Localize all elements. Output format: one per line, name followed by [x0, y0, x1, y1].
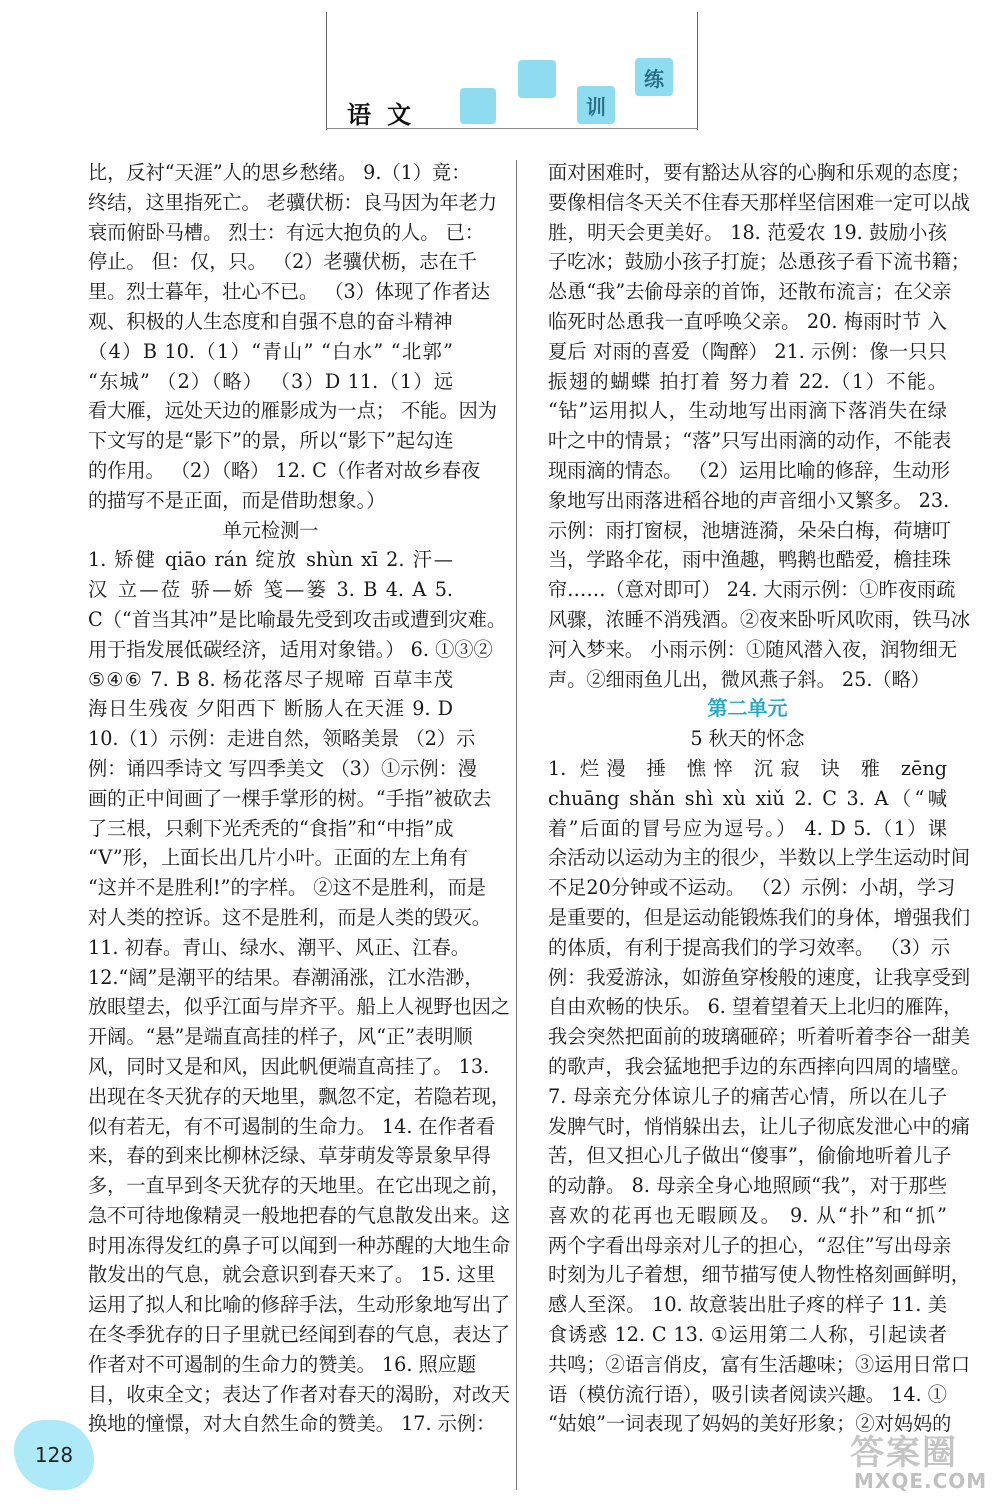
header-tile-1 [460, 88, 496, 124]
answer-line: 两个字看出母亲对儿子的担心，“忍住”写出母亲 [548, 1233, 952, 1257]
answer-line: 风骤，浓睡不消残酒。②夜来卧听风吹雨，铁马冰 [548, 607, 971, 631]
answer-line: 的作用。 （2）（略） 12. C（作者对故乡春夜 [88, 458, 481, 482]
page-header [0, 0, 1000, 140]
answer-line: 时用冻得发红的鼻子可以闻到一种苏醒的大地生命 [88, 1233, 511, 1257]
answer-line: 的描写不是正面，而是借助想象。） [88, 488, 386, 512]
answer-line: 时刻为儿子着想，细节描写使人物性格刻画鲜明， [548, 1263, 971, 1287]
answer-line: 在冬季犹存的日子里就已经闻到春的气息，表达了 [88, 1323, 511, 1347]
answer-line: 怂恿“我”去偷母亲的首饰，还散布流言；在父亲 [548, 280, 952, 304]
answer-line: 比，反衬“天涯”人的思乡愁绪。 9.（1）竟： [88, 161, 471, 184]
answer-line: 发脾气时，悄悄躲出去，让儿子彻底发泄心中的痛 [548, 1114, 971, 1138]
answer-line: “姑娘”一词表现了妈妈的美好形象；②对妈妈的 [548, 1412, 952, 1436]
answer-line: 帘……（意对即可） 24. 大雨示例：①昨夜雨疏 [548, 578, 956, 602]
answer-line: 汉 立—莅 骄—娇 笺—篓 3. B 4. A 5. [88, 578, 453, 602]
answer-line: 海日生残夜 夕阳西下 断肠人在天涯 9. D [88, 697, 453, 721]
answer-line: 食诱惑 12. C 13. ①运用第二人称，引起读者 [548, 1323, 947, 1347]
answer-line: 12.“阔”是潮平的结果。春潮涌涨，江水浩渺， [88, 965, 484, 989]
answer-line: 示例：雨打窗棂，池塘涟漪，朵朵白梅，荷塘叮 [548, 518, 951, 542]
answer-line: 散发出的气息，就会意识到春天来了。 15. 这里 [88, 1263, 496, 1287]
page-number: 128 [14, 1420, 94, 1490]
answer-line: 放眼望去，似乎江面与岸齐平。船上人视野也因之 [88, 995, 511, 1019]
answer-line: 用于指发展低碳经济，适用对象错。） 6. ①③② [88, 637, 493, 661]
answer-line: 感人至深。 10. 故意装出肚子疼的样子 11. 美 [548, 1293, 947, 1317]
answer-line: 的歌声，我会猛地把手边的东西摔向四周的墙壁。 [548, 1054, 971, 1078]
answer-line: 里。烈士暮年，壮心不已。 （3）体现了作者达 [88, 280, 491, 304]
answer-line: 不足20分钟或不运动。 （2）示例：小胡，学习 [548, 876, 956, 900]
answer-line: 我会突然把面前的玻璃砸碎；听着听着李谷一甜美 [548, 1025, 971, 1049]
header-tile-xun: 训 [577, 86, 615, 124]
right-answer-column [548, 158, 971, 1439]
answer-line: 胜，明天会更美好。 18. 范爱农 19. 鼓励小孩 [548, 220, 947, 244]
answer-line: “V”形，上面长出几片小叶。正面的左上角有 [88, 846, 469, 870]
answer-line: 急不可待地像精灵一般地把春的气息散发出来。这 [88, 1203, 511, 1227]
answer-line: 风，同时又是和风，因此帆便端直高挂了。 13. [88, 1054, 490, 1078]
column-divider [516, 160, 517, 1490]
answer-line: 出现在冬天犹存的天地里，飘忽不定，若隐若现， [88, 1084, 511, 1108]
watermark-bottom: MXQE.COM [854, 1469, 988, 1493]
answer-line: 面对困难时，要有豁达从容的心胸和乐观的态度； [548, 161, 971, 184]
answer-line: 的动静。 8. 母亲全身心地照顾“我”，对于那些 [548, 1174, 947, 1198]
answer-line: 终结，这里指死亡。 老骥伏枥：良马因为年老力 [88, 190, 498, 214]
answer-line: 似有若无，有不可遏制的生命力。 14. 在作者看 [88, 1114, 496, 1138]
answer-line: 1. 烂漫 捶 憔悴 沉寂 诀 雅 zēng [548, 756, 947, 780]
answer-line: 现雨滴的情态。 （2）运用比喻的修辞，生动形 [548, 458, 951, 482]
answer-line: 停止。 但：仅，只。 （2）老骥伏枥，志在千 [88, 250, 477, 274]
answer-line: “这并不是胜利!”的字样。 ②这不是胜利，而是 [88, 876, 486, 900]
answer-line: 是重要的，但是运动能锻炼我们的身体，增强我们 [548, 905, 971, 929]
answer-line: （4）B 10.（1）“青山” “白水” “北郭” [88, 339, 453, 363]
watermark-logo [840, 1425, 990, 1500]
answer-line: 苦，但又担心儿子做出“傻事”，偷偷地听着儿子 [548, 1144, 952, 1168]
section-heading: 单元检测一 [222, 518, 319, 542]
answer-line: 要像相信冬天关不住春天那样坚信困难一定可以战 [548, 190, 971, 214]
watermark-top: 答案圈 [850, 1433, 958, 1473]
answer-line: 作者对不可遏制的生命力的赞美。 16. 照应题 [88, 1352, 477, 1376]
subject-title: 语文 [347, 100, 427, 129]
header-left-rule [326, 12, 327, 130]
header-right-rule [697, 12, 698, 130]
answer-line: 目，收束全文；表达了作者对春天的渴盼，对改天 [88, 1382, 511, 1406]
answer-line: 画的正中间画了一棵手掌形的树。“手指”被砍去 [88, 786, 492, 810]
answer-line: 11. 初春。青山、绿水、潮平、风正、江春。 [88, 935, 470, 959]
answer-line: 来，春的到来比柳林泛绿、草芽萌发等景象早得 [88, 1144, 491, 1168]
answer-line: 临死时怂恿我一直呼唤父亲。 20. 梅雨时节 入 [548, 309, 947, 333]
answer-line: 河入梦来。 小雨示例：①随风潜入夜，润物细无 [548, 637, 958, 661]
answer-line: 运用了拟人和比喻的修辞手法，生动形象地写出了 [88, 1293, 511, 1317]
answer-line: C（“首当其冲”是比喻最先受到攻击或遭到灾难。 [88, 607, 507, 631]
answer-line: 振翅的蝴蝶 拍打着 努力着 22.（1）不能。 [548, 369, 947, 393]
answer-line: 换地的憧憬，对大自然生命的赞美。 17. 示例： [88, 1412, 496, 1436]
answer-line: 子吃冰；鼓励小孩子打旋；怂恿孩子看下流书籍； [548, 250, 971, 274]
answer-line: 喜欢的花再也无暇顾及。 9. 从“扑”和“抓” [548, 1203, 947, 1227]
header-tile-2 [518, 60, 556, 98]
answer-line: 象地写出雨落进稻谷地的声音细小又繁多。 23. [548, 488, 950, 512]
answer-line: “东城” （2）（略） （3）D 11.（1）远 [88, 369, 453, 393]
answer-line: 开阔。“悬”是端直高挂的样子，风“正”表明顺 [88, 1025, 473, 1049]
answer-line: 自由欢畅的快乐。 6. 望着望着天上北归的雁阵， [548, 995, 963, 1019]
section-heading: 5 秋天的怀念 [690, 727, 805, 751]
answer-line: 夏后 对雨的喜爱（陶醉） 21. 示例：像一只只 [548, 339, 947, 363]
left-answer-column [88, 158, 511, 1439]
answer-line: 多，一直早到冬天犹存的天地里。在它出现之前， [88, 1174, 511, 1198]
answer-line: ⑤④⑥ 7. B 8. 杨花落尽子规啼 百草丰茂 [88, 667, 453, 691]
answer-line: chuāng shǎn shì xù xiǔ 2. C 3. A（“喊 [548, 786, 947, 810]
answer-line: 的体质，有利于提高我们的学习效率。 （3）示 [548, 935, 951, 959]
answer-line: 例：我爱游泳，如游鱼穿梭般的速度，让我享受到 [548, 965, 971, 989]
answer-line: “钻”运用拟人，生动地写出雨滴下落消失在绿 [548, 399, 947, 423]
answer-line: 余活动以运动为主的很少，半数以上学生运动时间 [548, 846, 971, 870]
answer-line: 当，学路伞花，雨中渔趣，鸭鹅也酷爱，檐挂珠 [548, 548, 951, 572]
answer-line: 例：诵四季诗文 写四季美文 （3）①示例：漫 [88, 756, 477, 780]
answer-line: 了三根，只剩下光秃秃的“食指”和“中指”成 [88, 816, 454, 840]
answer-line: 语（模仿流行语），吸引读者阅读兴趣。 14. ① [548, 1382, 947, 1406]
answer-line: 声。②细雨鱼儿出，微风燕子斜。 25.（略） [548, 667, 930, 691]
answer-line: 10.（1）示例：走进自然，领略美景 （2）示 [88, 727, 476, 751]
answer-line: 观、积极的人生态度和自强不息的奋斗精神 [88, 309, 453, 333]
answer-line: 叶之中的情景；“落”只写出雨滴的动作，不能表 [548, 429, 952, 453]
answer-line: 对人类的控诉。这不是胜利，而是人类的毁灭。 [88, 905, 491, 929]
answer-line: 共鸣；②语言俏皮，富有生活趣味；③运用日常口 [548, 1352, 971, 1376]
answer-line: 看大雁，远处天边的雁影成为一点； 不能。因为 [88, 399, 498, 423]
answer-line: 下文写的是“影下”的景，所以“影下”起勾连 [88, 429, 454, 453]
header-tile-lian: 练 [635, 58, 673, 96]
answer-line: 衰而俯卧马槽。 烈士：有远大抱负的人。 已： [88, 220, 484, 244]
answer-line: 1. 矫健 qiāo rán 绽放 shùn xī 2. 汗— [88, 548, 453, 572]
answer-line: 7. 母亲充分体谅儿子的痛苦心情，所以在儿子 [548, 1084, 947, 1108]
section-heading: 第二单元 [707, 696, 788, 721]
answer-line: 着”后面的冒号应为逗号。） 4. D 5.（1）课 [548, 816, 947, 840]
